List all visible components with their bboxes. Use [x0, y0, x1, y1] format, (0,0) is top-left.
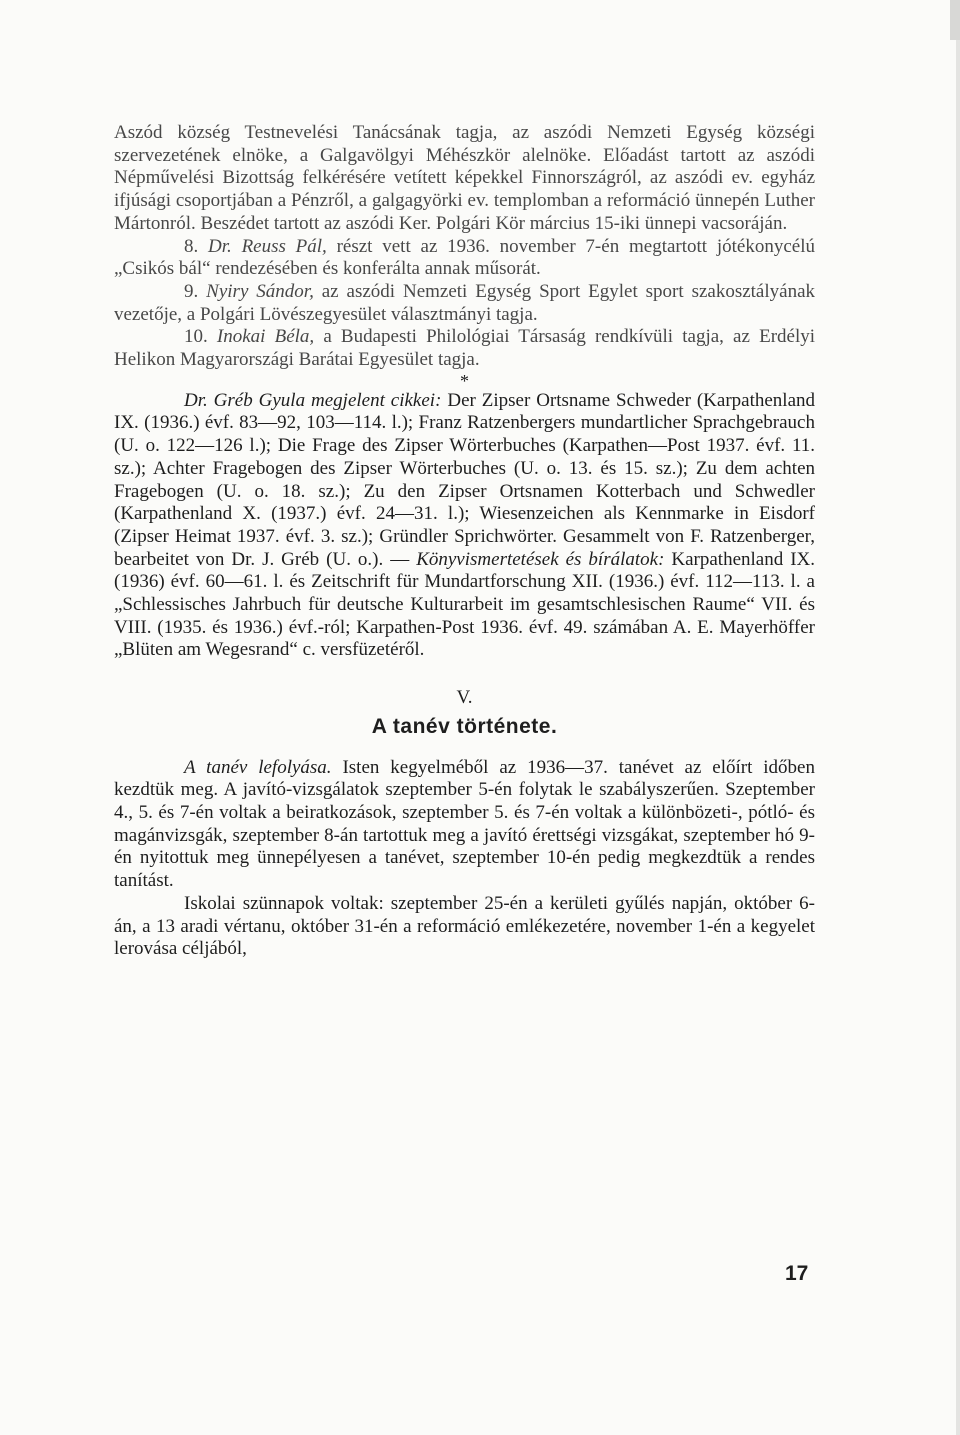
paragraph-aszod: Aszód község Testnevelési Tanácsának tagja, az aszódi Nemzeti Egység községi szervezetének elnöke, a Galgavölgyi Méhészkör alelnöke. Előadást tartott az aszódi Népművelési Bizottság felkérésére vetített képekkel Finnországról, az aszódi ev. egyház ifjúsági csoportjában a Pénzről, a galgagyörki ev. templomban a reformáció ünnepén Luther Mártonról. Beszédet tartott az aszódi Ker. Polgári Kör március 15-iki ünnepi vacsoráján.	[114, 122, 815, 234]
item-number: 8.	[184, 235, 209, 257]
paragraph-8	[114, 236, 815, 281]
item-text: részt vett az 1936. november 7-én megtartott jótékonycélú „Csikós bál“ rendezésében és konferálta annak műsorát.	[114, 235, 815, 280]
section-title: A tanév története.	[371, 714, 558, 738]
person-name: Inokai Béla,	[216, 326, 315, 348]
articles-lead: Dr. Gréb Gyula megjelent cikkei:	[184, 389, 442, 411]
page-number: 17	[785, 1262, 809, 1285]
person-name: Nyiry Sándor,	[206, 280, 314, 302]
person-name: Dr. Reuss Pál,	[208, 235, 327, 257]
item-text: az aszódi Nemzeti Egység Sport Egylet sport szakosztályának vezetője, a Polgári Lövészegyesület választmányi tagja.	[114, 280, 816, 325]
paragraph-10	[114, 326, 815, 371]
paragraph-holidays: Iskolai szünnapok voltak: szeptember 25-én a kerületi gyűlés napján, október 6-án, a 13 aradi vértanu, október 31-én a reformáció emlékezetére, november 1-én a kegyelet lerovása céljából,	[114, 892, 815, 960]
reviews-text: Karpathenland IX. (1936) évf. 60—61. l. és Zeitschrift für Mundartforschung XII. (1936.) évf. 112—113. l. a „Schlessisches Jahrbuch für deutsche Kulturarbeit im gesamtschlesischen Raume“ VII. és VIII. (1935. és 1936.) évf.-ról; Karpathen-Post 1936. évf. 49. számában A. E. Mayerhöffer „Blüten am Wegesrand“ c. versfüzetéről.	[114, 548, 816, 661]
paragraph-greb-articles	[114, 390, 815, 662]
paragraph-lead: A tanév lefolyása.	[184, 756, 332, 778]
page-edge	[956, 0, 960, 1435]
section-number: V.	[456, 687, 473, 709]
paragraph-9	[114, 281, 815, 326]
page-text	[114, 122, 815, 961]
separator-asterisk: *	[460, 370, 469, 391]
page-corner-shadow	[950, 0, 960, 40]
paragraph-school-year	[114, 757, 815, 893]
articles-text: Der Zipser Ortsname Schweder (Karpathenland IX. (1936.) évf. 83—92, 103—114. l.); Franz Ratzenbergers mundartlicher Sprachgebrauch (U. o. 122—126 l.); Die Frage des Zipser Wörterbuches (Karpathen—Post 1937. évf. 11. sz.); Achter Fragebogen des Zipser Wörterbuches (U. o. 13. és 15. sz.); Zu dem achten Fragebogen (U. o. 18. sz.); Zu den Zipser Ortsnamen Kotterbach und Schwedler (Karpathenland X. (1937.) évf. 24—31. l.); Wiesenzeichen als Kennmarke in Eisdorf (Zipser Heimat 1937. évf. 3. sz.); Gründler Sprichwörter. Gesammelt von F. Ratzenberger, bearbeitet von Dr. J. Gréb (U. o.). —	[114, 389, 816, 570]
item-text: a Budapesti Philológiai Társaság rendkívüli tagja, az Erdélyi Helikon Magyarországi Barátai Egyesület tagja.	[114, 326, 816, 371]
paragraph-text: Isten kegyelméből az 1936—37. tanévet az előírt időben kezdtük meg. A javító-vizsgálatok szeptember 5-én folytak le szabályszerűen. Szeptember 4., 5. és 7-én voltak a beiratkozások, szeptember 5. és 7-én voltak a különbözeti-, pótló- és magánvizsgák, szeptember 8-án tartottuk meg a javító érettségi vizsgákat, szeptember hó 9-én nyitottuk meg ünnepélyesen a tanévet, szeptember 10-én pedig megkezdtük a rendes tanítást.	[114, 756, 815, 892]
item-number: 9.	[184, 280, 207, 302]
reviews-lead: Könyvismertetések és bírálatok:	[416, 548, 665, 570]
item-number: 10.	[184, 326, 217, 348]
